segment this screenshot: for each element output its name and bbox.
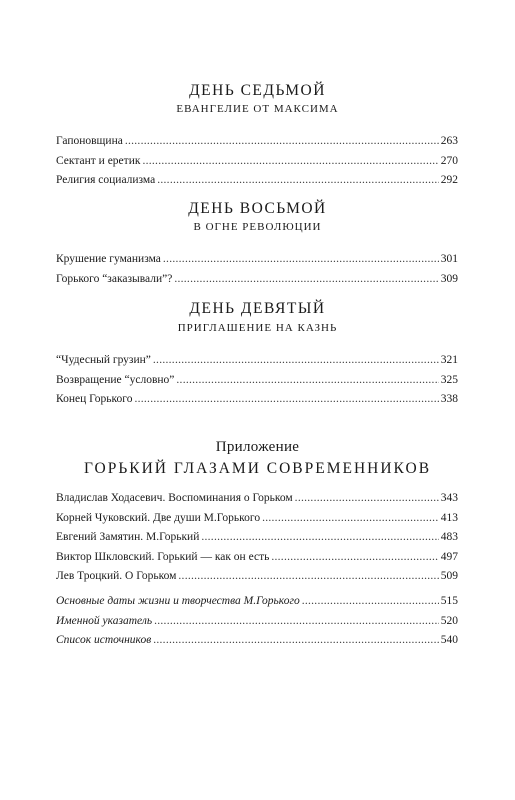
appendix-title: ГОРЬКИЙ ГЛАЗАМИ СОВРЕМЕННИКОВ (83, 460, 432, 477)
leader-dots (157, 174, 439, 186)
toc-list-day9 (56, 354, 458, 413)
leader-dots (125, 135, 439, 147)
leader-dots (154, 615, 439, 627)
toc-entry-title: Корней Чуковский. Две души М.Горького (56, 511, 261, 524)
toc-entry-title: Религия социализма (56, 174, 156, 186)
toc-entry-page: 540 (440, 634, 458, 646)
toc-entry[interactable] (56, 512, 458, 532)
toc-entry-title: Владислав Ходасевич. Воспоминания о Горьком (56, 492, 293, 504)
toc-entry[interactable] (56, 374, 458, 394)
toc-entry-page: 263 (440, 135, 458, 147)
leader-dots (176, 374, 438, 386)
toc-entry[interactable] (56, 135, 458, 155)
toc-entry[interactable] (56, 253, 458, 273)
toc-entry[interactable] (56, 155, 458, 175)
leader-dots (302, 595, 439, 607)
leader-dots (163, 253, 439, 265)
toc-list-day8 (56, 253, 458, 292)
leader-dots (295, 492, 439, 504)
toc-entry[interactable] (56, 492, 458, 512)
toc-entry[interactable] (56, 273, 458, 293)
toc-entry[interactable] (56, 531, 458, 551)
toc-entry-page: 301 (440, 253, 458, 265)
toc-entry-title: Горького “заказывали”? (56, 272, 173, 285)
toc-entry-page: 338 (440, 393, 458, 405)
toc-entry-title: Основные даты жизни и творчества М.Горького (56, 595, 300, 607)
leader-dots (271, 551, 438, 563)
toc-list-day7 (56, 135, 458, 194)
section-subtitle-day8: В ОГНЕ РЕВОЛЮЦИИ (193, 221, 322, 233)
section-title-day9: ДЕНЬ ДЕВЯТЫЙ (189, 300, 326, 317)
toc-entry-title: Виктор Шкловский. Горький — как он есть (56, 550, 270, 563)
toc-entry-page: 321 (440, 354, 458, 366)
leader-dots (174, 273, 438, 285)
section-title-day8: ДЕНЬ ВОСЬМОЙ (188, 200, 327, 217)
leader-dots (178, 570, 438, 582)
toc-entry-title: Лев Троцкий. О Горьком (56, 570, 177, 582)
toc-entry-page: 509 (440, 570, 458, 582)
toc-entry-title: “Чудесный грузин” (56, 354, 151, 366)
toc-entry[interactable] (56, 174, 458, 194)
toc-entry[interactable] (56, 634, 458, 654)
toc-entry[interactable] (56, 551, 458, 571)
leader-dots (153, 634, 439, 646)
toc-entry-page: 520 (440, 614, 458, 627)
toc-entry-page: 413 (440, 511, 458, 524)
leader-dots (134, 393, 438, 405)
toc-entry[interactable] (56, 354, 458, 374)
toc-entry[interactable] (56, 615, 458, 635)
toc-entry-page: 483 (440, 531, 458, 543)
toc-entry-title: Возвращение “условно” (56, 373, 175, 386)
toc-entry[interactable] (56, 393, 458, 413)
toc-entry-page: 292 (440, 174, 458, 186)
toc-entry-title: Конец Горького (56, 393, 133, 405)
toc-entry-title: Крушение гуманизма (56, 253, 161, 265)
appendix-label: Приложение (215, 439, 300, 455)
toc-entry-title: Евгений Замятин. М.Горький (56, 531, 200, 543)
toc-list-appendix (56, 492, 458, 590)
toc-entry-page: 515 (440, 595, 458, 607)
toc-list-backmatter (56, 595, 458, 654)
leader-dots (262, 512, 439, 524)
toc-entry-title: Именной указатель (56, 614, 153, 627)
section-subtitle-day7: ЕВАНГЕЛИЕ ОТ МАКСИМА (176, 103, 339, 115)
toc-entry-page: 497 (440, 550, 458, 563)
toc-entry-page: 309 (440, 272, 458, 285)
toc-entry-title: Гапоновщина (56, 135, 123, 147)
section-title-day7: ДЕНЬ СЕДЬМОЙ (189, 82, 326, 99)
toc-entry[interactable] (56, 595, 458, 615)
leader-dots (153, 354, 439, 366)
toc-entry-page: 325 (440, 373, 458, 386)
leader-dots (201, 531, 438, 543)
leader-dots (142, 155, 438, 167)
toc-entry[interactable] (56, 570, 458, 590)
section-subtitle-day9: ПРИГЛАШЕНИЕ НА КАЗНЬ (177, 322, 338, 334)
toc-entry-title: Список источников (56, 634, 152, 646)
toc-entry-page: 343 (440, 492, 458, 504)
toc-entry-title: Сектант и еретик (56, 154, 141, 167)
toc-entry-page: 270 (440, 154, 458, 167)
